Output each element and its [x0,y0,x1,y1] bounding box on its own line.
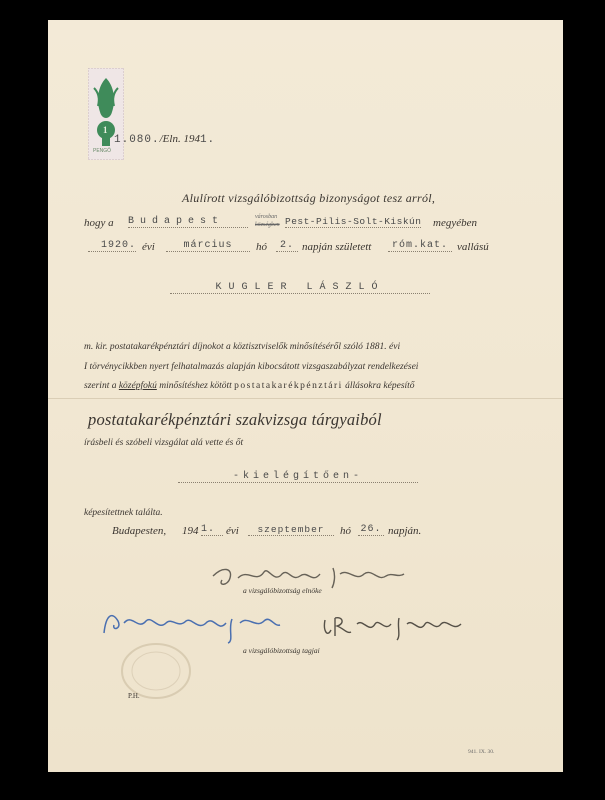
qualified-line: képesítettnek találta. [84,508,163,518]
reference-number-typed: 1.080. [114,134,160,146]
paragraph-postatak: postatakarékpénztári [234,381,343,391]
birth-ho: hó [256,241,267,253]
exam-title: postatakarékpénztári szakvizsga tárgyaiból [88,410,382,429]
footer-code: 941. IX. 30. [468,749,495,755]
place-city: Budapest [128,216,248,228]
paragraph-line-1: m. kir. postatakarékpénztári díjnokot a köztisztviselők minősítéséről szóló 1881. évi [84,342,401,352]
candidate-name: KUGLER LÁSZLÓ [170,282,430,294]
members-caption: a vizsgálóbizottság tagjai [243,646,320,655]
date-year-typed: 1. [201,524,223,536]
exam-line: írásbeli és szóbeli vizsgálat alá vette és őt [84,438,244,448]
place-small-top: városban [255,214,278,220]
member-signature-black [321,612,471,642]
exam-result: -kielégítően- [178,471,418,483]
date-city: Budapesten, [112,525,167,537]
place-county: Pest-Pilis-Solt-Kiskún [285,216,422,227]
reference-suffix: /Eln. 194 [159,133,200,145]
paragraph-line-2: I törvénycikkben nyert felhatalmazás alapján kibocsátott vizsgaszabályzat rendelkezései [84,362,419,372]
birth-vallasu: vallású [457,241,489,253]
certificate-paper [48,20,563,772]
fold-line [48,398,563,399]
birth-day: 2. [276,240,298,252]
birth-evi: évi [142,241,155,253]
birth-religion: róm.kat. [388,240,452,252]
date-year-prefix: 194 [182,525,199,537]
birth-year: 1920. [88,240,136,252]
place-suffix: megyében [433,217,477,229]
place-line-prefix: hogy a [84,217,114,229]
paragraph-szerint: szerint a [84,381,117,391]
revenue-stamp-icon [88,68,124,160]
paragraph-minosites: minősítéshez kötött [159,381,232,391]
stamp-denomination: 1 [103,125,108,135]
reference-number [114,133,215,146]
date-ho: hó [340,525,351,537]
date-day: 26. [358,524,384,536]
paragraph-kozepfoku: középfokú [118,381,157,391]
birth-month: március [166,240,250,252]
stamp-currency: PENGŐ [93,148,112,154]
date-evi: évi [226,525,239,537]
date-month: szeptember [248,524,334,536]
revenue-stamp [88,68,124,160]
place-small-bottom: községben [255,222,280,228]
member-signature-blue [98,605,283,645]
ph-label: P.H. [128,692,140,700]
date-napjan: napján. [388,525,422,537]
birth-napjan: napján született [302,241,372,253]
intro-line: Alulírott vizsgálóbizottság bizonyságot tesz arról, [182,191,436,205]
chair-caption: a vizsgálóbizottság elnöke [243,586,322,595]
paragraph-line-3 [84,381,415,391]
paragraph-allasokra: állásokra képesítő [345,381,415,391]
reference-year-typed: 1. [199,134,216,146]
